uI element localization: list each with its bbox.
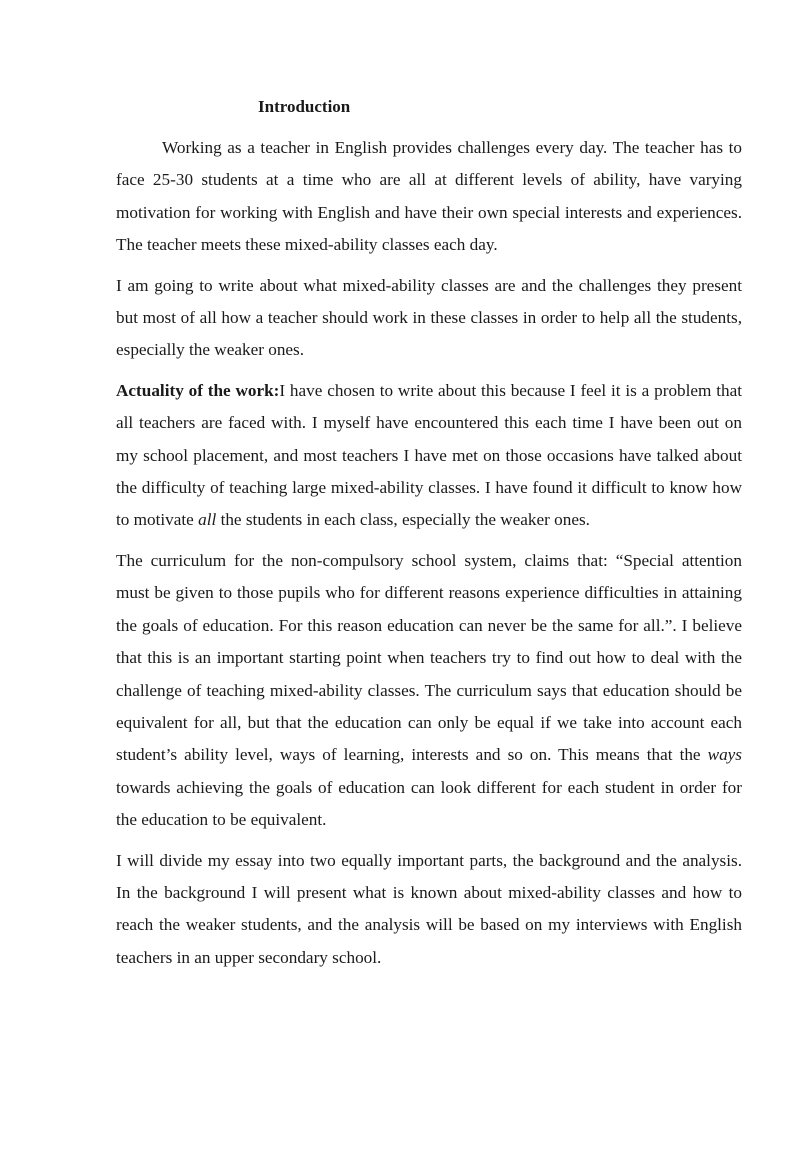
- paragraph-2: I am going to write about what mixed-ability classes are and the challenges they present but most of all how a teacher should work in these classes in order to help all the students, especially the weaker ones.: [116, 275, 742, 360]
- paragraph-5: I will divide my essay into two equally important parts, the background and the analysis. In the background I will present what is known about mixed-ability classes and how to reach the weaker students, and the analysis will be based on my interviews with English teachers in an upper secondary school.: [116, 850, 742, 967]
- paragraph-3: [116, 375, 742, 537]
- paragraph-4-text-a: The curriculum for the non-compulsory school system, claims that: “Special attention must be given to those pupils who for different reasons experience difficulties in attaining the goals of education. For this reason education can never be the same for all.”. I believe that this is an important starting point when teachers try to find out how to deal with the challenge of teaching mixed-ability classes. The curriculum says that education should be equivalent for all, but that the education can only be equal if we take into account each student’s ability level, ways of learning, interests and so on. This means that the: [116, 550, 742, 765]
- paragraph-3-lead: Actuality of the work:: [116, 380, 280, 400]
- paragraph-3-text-a: I have chosen to write about this because I feel it is a problem that all teachers are faced with. I myself have encountered this each time I have been out on my school placement, and most teachers I have met on those occasions have talked about the difficulty of teaching large mixed-ability classes. I have found it difficult to know how to motivate: [116, 380, 742, 530]
- paragraph-3-text-b: the students in each class, especially the weaker ones.: [216, 510, 590, 530]
- paragraph-4: [116, 545, 742, 837]
- document-body: [116, 132, 742, 982]
- paragraph-4-emphasis: ways: [707, 745, 742, 765]
- section-heading: Introduction: [258, 97, 351, 116]
- paragraph-1: Working as a teacher in English provides challenges every day. The teacher has to face 25-30 students at a time who are all at different levels of ability, have varying motivation for working with English and have their own special interests and experiences. The teacher meets these mixed-ability classes each day.: [116, 138, 742, 255]
- paragraph-4-text-b: towards achieving the goals of education can look different for each student in order for the education to be equivalent.: [116, 777, 742, 830]
- paragraph-3-emphasis: all: [198, 510, 217, 530]
